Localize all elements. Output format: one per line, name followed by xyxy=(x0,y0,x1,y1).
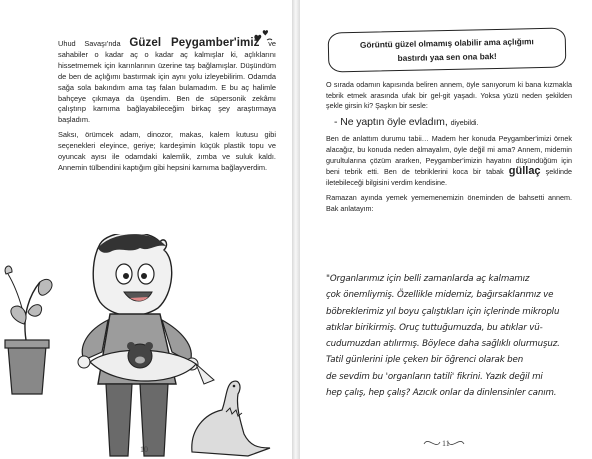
hand-line: hep çalış, hep çalış? Azıcık onlar da dinlensinler canım. xyxy=(326,388,557,399)
hand-line: böbreklerimiz yıl boyu çalıştıkları için içlerinde mikroplu xyxy=(326,306,560,317)
boy-character xyxy=(78,234,214,456)
intro-prefix: Uhud Savaşı'nda xyxy=(58,39,121,48)
speech-banner xyxy=(328,28,567,73)
left-page-text xyxy=(58,38,276,178)
banner-line-1: Görüntü güzel olmamış olabilir ama açlığımı xyxy=(359,36,534,50)
toy-dinosaur-icon xyxy=(192,381,270,456)
paragraph-1: ve sahabiler o kadar aç o kadar aç kalmışlar ki, açlıklarını hissetmemek için karınlarının üzerine taş bağlamışlar. Düşündüm de ben de açlığımı bastırmak için aynı yolu izleyebilirim. Odamda sağa sola bakındım ama taş falan bulamadım. E bu aç halimle bahçeye çıkmaya da üşendim. Ben de süpersonik zekâmı çalıştırıp karnıma bağlayabileceğim birkaç şey araştırmaya başladım. xyxy=(58,39,276,125)
quote: - Ne yaptın öyle evladım, xyxy=(334,115,448,128)
paragraph-2-end: şeklinde iletebileceği bilgisini verdim kendisine. xyxy=(326,167,573,187)
quote-line xyxy=(334,117,572,129)
handwritten-passage xyxy=(326,271,578,401)
right-page xyxy=(300,0,592,459)
left-page-number: 10 xyxy=(140,445,148,454)
right-page-number: 11 xyxy=(442,439,450,448)
quote-tail: diyebildi. xyxy=(450,117,479,127)
hand-line: "Organlarımız için belli zamanlarda aç kalmamız xyxy=(326,274,530,284)
hand-line: atıklar birikirmiş. Oruç tuttuğumuzda, bu atıklar vü- xyxy=(326,322,543,333)
gullac-word: güllaç xyxy=(508,165,541,178)
page-number-swirl xyxy=(418,432,468,454)
left-page xyxy=(0,0,292,459)
hand-line: de sevdim bu 'organların tatili' fikrini. Yazık değil mi xyxy=(326,371,543,382)
paragraph-1: O sırada odamın kapısında beliren annem, öyle sanıyorum ki bana kızmakla tebrik etmek arasında ufak bir gel-git yaşadı. Yoksa yüzü neden şekilden şekle girsin ki? Şaşkın bir sesle: xyxy=(326,80,572,111)
paragraph-2-start: Ben de anlattım durumu tabii… Madem her konuda Peygamber'imizi örnek alacağız, bu konuda neden almayalım, öyle değil mi ama? Annem, midemin gurultularına çözüm ararken, Peygamber'imizin hayatını düşündüğüm için beni tebrik etti. Ben de tebriklerini koca bir tabak xyxy=(326,134,572,177)
banner-line-2: bastırdı yaa sen ona bak! xyxy=(397,50,497,64)
hand-line: cudumuzdan atılırmış. Böylece daha sağlıklı olurmuşuz. xyxy=(326,339,560,350)
paragraph-2: Saksı, örümcek adam, dinozor, makas, kalem kutusu gibi seçenekleri eleyince, geriye; kardeşimin küçük plastik topu ve oyuncak ayısı ile odamdaki kalemlik, zımba ve suluk kaldı. Annemin tülbendini kaptığım gibi hepsini karnıma bağlayverdim. xyxy=(58,130,276,172)
hand-line: Tatil günlerini iple çeken bir öğrenci olarak ben xyxy=(326,355,524,366)
plant-pot-icon xyxy=(5,266,52,394)
paragraph-2 xyxy=(326,134,572,188)
hand-line: çok önemliymiş. Özellikle midemiz, bağırsaklarımız ve xyxy=(326,290,554,301)
boy-with-toys-illustration xyxy=(0,234,292,459)
paragraph-3: Ramazan ayında yemek yememenemizin öneminden de bahsetti annem. Bak anlatayım: xyxy=(326,193,572,213)
right-page-text xyxy=(326,80,572,220)
highlight-title: Güzel Peygamber'imiz xyxy=(129,37,260,49)
book-spine xyxy=(292,0,300,459)
